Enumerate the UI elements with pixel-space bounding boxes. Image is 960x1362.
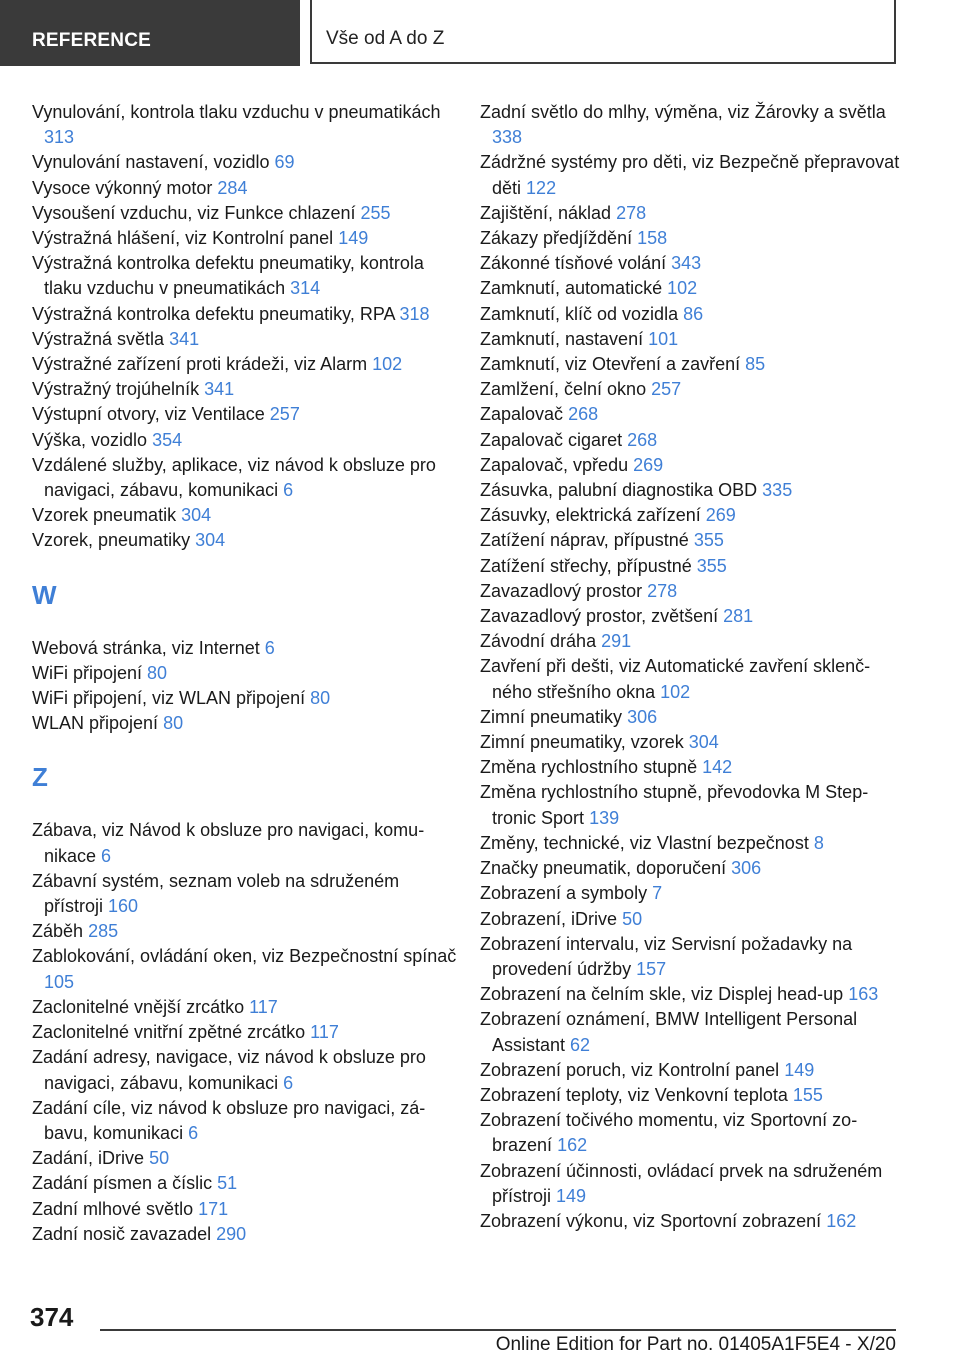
index-entry-text: Změna rychlostního stupně, převodovka M Steptronic Sport	[480, 782, 869, 828]
index-entry-text: Výstražná kontrolka defektu pneumatiky, kontrola tlaku vzduchu v pneumatikách	[32, 253, 424, 299]
footer-divider	[100, 1329, 896, 1331]
page-reference-link[interactable]: 7	[652, 883, 663, 904]
page-reference-link[interactable]: 160	[108, 896, 139, 917]
chapter-box	[310, 0, 896, 64]
page-reference-link[interactable]: 269	[705, 505, 736, 526]
index-entry	[480, 856, 900, 881]
page-reference-link[interactable]: 139	[589, 807, 620, 828]
index-entry-text: Zamknutí, nastavení	[480, 328, 644, 349]
page-reference-link[interactable]: 117	[249, 996, 278, 1017]
page-reference-link[interactable]: 341	[169, 328, 200, 349]
page-reference-link[interactable]: 80	[163, 713, 184, 734]
index-entry-text: Zimní pneumatiky	[480, 706, 623, 727]
page-reference-link[interactable]: 149	[338, 228, 369, 249]
index-entry-text: Zábava, viz Návod k obsluze pro navigaci, komunikace	[32, 820, 425, 866]
index-entry	[32, 869, 460, 919]
index-entry	[480, 453, 900, 478]
index-entry	[32, 176, 460, 201]
index-entry-text: Zapalovač	[480, 404, 564, 425]
section-title: REFERENCE	[32, 30, 151, 51]
index-entry	[32, 995, 460, 1020]
page-reference-link[interactable]: 155	[792, 1084, 823, 1105]
index-entry	[32, 251, 460, 301]
index-entry-text: Změny, technické, viz Vlastní bezpečnost	[480, 832, 809, 853]
index-entry-text: Zobrazení oznámení, BMW Intelligent Personal Assistant	[480, 1009, 858, 1055]
edition-note: Online Edition for Part no. 01405A1F5E4 - X/20	[495, 1334, 896, 1355]
index-entry-text: Zamknutí, automatické	[480, 278, 663, 299]
page-reference-link[interactable]: 284	[217, 177, 248, 198]
index-entry-text: Zadní světlo do mlhy, výměna, viz Žárovky a světla	[480, 102, 886, 122]
index-entry	[480, 251, 900, 276]
index-entry-text: Zamknutí, viz Otevření a zavření	[480, 354, 741, 375]
index-entry-text: Zásuvky, elektrická zařízení	[480, 505, 701, 526]
index-entry	[32, 352, 460, 377]
section-tab	[0, 0, 300, 66]
index-entry-text: Zádržné systémy pro děti, viz Bezpečně přepravovat děti	[480, 152, 900, 198]
index-entry	[480, 554, 900, 579]
index-entry-text: Zavazadlový prostor	[480, 580, 643, 601]
index-entry	[480, 201, 900, 226]
index-entry-text: Zajištění, náklad	[480, 202, 612, 223]
page-reference-link[interactable]: 157	[636, 958, 667, 979]
index-entry	[32, 1222, 460, 1247]
page-reference-link[interactable]: 6	[101, 845, 112, 866]
page-reference-link[interactable]: 268	[627, 429, 658, 450]
page-number: 374	[30, 1302, 74, 1332]
page-reference-link[interactable]: 268	[568, 404, 599, 425]
index-entry-text: Webová stránka, viz Internet	[32, 637, 260, 658]
index-letter-heading: W	[32, 579, 57, 610]
page-reference-link[interactable]: 6	[283, 480, 294, 501]
index-entry-text: Zobrazení točivého momentu, viz Sportovní zobrazení	[480, 1110, 858, 1156]
index-entry	[32, 1146, 460, 1171]
index-entry	[480, 402, 900, 427]
page-reference-link[interactable]: 149	[556, 1185, 587, 1206]
index-entry	[32, 201, 460, 226]
index-entry	[32, 919, 460, 944]
index-entry	[480, 831, 900, 856]
index-entry-text: Výstupní otvory, viz Ventilace	[32, 404, 265, 425]
index-entry-text: Vzorek, pneumatiky	[32, 530, 191, 551]
index-entry-text: Výstražná světla	[32, 328, 165, 349]
index-entry-text: Zadání, iDrive	[32, 1148, 145, 1169]
index-entry-text: Vzorek pneumatik	[32, 505, 177, 526]
index-entry	[480, 276, 900, 301]
index-entry-text: Výstražné zařízení proti krádeži, viz Alarm	[32, 354, 368, 375]
index-column-left	[32, 100, 460, 1247]
page-reference-link[interactable]: 6	[283, 1072, 294, 1093]
index-entry	[32, 503, 460, 528]
page-reference-link[interactable]: 8	[813, 832, 824, 853]
page-reference-link[interactable]: 313	[44, 127, 75, 148]
page-reference-link[interactable]: 269	[633, 454, 664, 475]
index-entry	[32, 686, 460, 711]
index-entry-text: Zadní mlhové světlo	[32, 1198, 194, 1219]
index-entry-text: Zaclonitelné vnitřní zpětné zrcátko	[32, 1022, 306, 1043]
index-entry	[480, 780, 900, 830]
page-reference-link[interactable]: 171	[198, 1198, 229, 1219]
index-entry-text: Vysoušení vzduchu, viz Funkce chlazení	[32, 202, 356, 223]
index-entry	[480, 478, 900, 503]
index-entry-text: Zobrazení, iDrive	[480, 908, 618, 929]
index-entry-text: Zobrazení na čelním skle, viz Displej head-up	[480, 984, 844, 1005]
page-reference-link[interactable]: 343	[671, 253, 702, 274]
index-entry-text: WiFi připojení, viz WLAN připojení	[32, 688, 306, 709]
index-entry-text: Zamknutí, klíč od vozidla	[480, 303, 679, 324]
index-entry-text: Značky pneumatik, doporučení	[480, 858, 727, 879]
index-entry	[480, 1058, 900, 1083]
index-entry-text: Zobrazení teploty, viz Venkovní teplota	[480, 1084, 788, 1105]
index-entry	[32, 661, 460, 686]
index-entry	[32, 453, 460, 503]
index-entry-text: Zimní pneumatiky, vzorek	[480, 732, 684, 753]
page-reference-link[interactable]: 142	[702, 757, 733, 778]
page-reference-link[interactable]: 162	[557, 1135, 588, 1156]
index-entry	[480, 1007, 900, 1057]
index-entry	[32, 377, 460, 402]
index-entry	[480, 932, 900, 982]
index-entry	[480, 428, 900, 453]
index-entry	[480, 982, 900, 1007]
page-reference-link[interactable]: 101	[648, 328, 679, 349]
index-entry-text: Zobrazení intervalu, viz Servisní požadavky na provedení údržby	[480, 933, 853, 979]
index-entry-text: Výstražná kontrolka defektu pneumatiky, RPA	[32, 303, 395, 324]
page-reference-link[interactable]: 285	[88, 921, 119, 942]
index-entry-text: Zákonné tísňové volání	[480, 253, 667, 274]
index-entry-text: WiFi připojení	[32, 662, 143, 683]
page-reference-link[interactable]: 338	[492, 127, 523, 148]
page-reference-link[interactable]: 162	[826, 1210, 857, 1231]
index-entry-text: Vzdálené služby, aplikace, viz návod k obsluze pro navigaci, zábavu, komunikaci	[32, 454, 436, 501]
index-entry	[32, 1045, 460, 1095]
index-entry-text: Výstražný trojúhelník	[32, 379, 200, 400]
page-reference-link[interactable]: 304	[181, 505, 212, 526]
page-reference-link[interactable]: 278	[647, 580, 678, 601]
index-entry-text: Zavření při dešti, viz Automatické zavření sklenčného střešního okna	[480, 656, 871, 702]
page-reference-link[interactable]: 304	[195, 530, 226, 551]
index-entry	[480, 327, 900, 352]
index-entry-text: Vynulování nastavení, vozidlo	[32, 152, 270, 173]
index-entry	[32, 327, 460, 352]
page-reference-link[interactable]: 51	[217, 1173, 238, 1194]
index-entry-text: Zapalovač cigaret	[480, 429, 623, 450]
index-entry-text: Závodní dráha	[480, 631, 597, 652]
index-entry-text: Zaclonitelné vnější zrcátko	[32, 996, 245, 1017]
page-reference-link[interactable]: 335	[762, 480, 793, 501]
page-reference-link[interactable]: 306	[731, 858, 762, 879]
index-entry	[480, 150, 900, 200]
index-entry-text: Zatížení náprav, přípustné	[480, 530, 689, 551]
index-entry-text: Zapalovač, vpředu	[480, 454, 629, 475]
page-reference-link[interactable]: 158	[637, 228, 668, 249]
page-reference-link[interactable]: 314	[290, 278, 321, 299]
index-column-right	[480, 100, 900, 1234]
index-entry	[480, 907, 900, 932]
index-entry	[32, 1020, 460, 1045]
page-reference-link[interactable]: 6	[264, 637, 275, 658]
page-reference-link[interactable]: 86	[683, 303, 704, 324]
index-entry-text: Zadání cíle, viz návod k obsluze pro navigaci, zábavu, komunikaci	[32, 1097, 426, 1143]
index-entry	[32, 226, 460, 251]
index-entry	[32, 302, 460, 327]
index-entry	[480, 1083, 900, 1108]
index-entry	[480, 629, 900, 654]
index-entry	[480, 226, 900, 251]
page-reference-link[interactable]: 355	[693, 530, 724, 551]
index-entry	[480, 503, 900, 528]
page-reference-link[interactable]: 257	[269, 404, 300, 425]
page-reference-link[interactable]: 50	[622, 908, 643, 929]
index-entry	[480, 528, 900, 553]
page-reference-link[interactable]: 105	[44, 971, 75, 992]
page-reference-link[interactable]: 102	[372, 354, 403, 375]
index-entry	[480, 100, 900, 150]
index-entry	[480, 579, 900, 604]
index-entry	[480, 1159, 900, 1209]
index-entry-text: Zadání písmen a číslic	[32, 1173, 213, 1194]
index-entry-text: Zadní nosič zavazadel	[32, 1223, 212, 1244]
index-entry-text: Změna rychlostního stupně	[480, 757, 698, 778]
index-entry	[480, 730, 900, 755]
page-reference-link[interactable]: 6	[188, 1122, 199, 1143]
index-entry	[480, 1209, 900, 1234]
index-entry-text: Zásuvka, palubní diagnostika OBD	[480, 480, 758, 501]
index-entry-text: Zobrazení výkonu, viz Sportovní zobrazení	[480, 1210, 822, 1231]
index-entry	[480, 881, 900, 906]
page-reference-link[interactable]: 257	[651, 379, 682, 400]
index-entry-text: Zavazadlový prostor, zvětšení	[480, 606, 719, 627]
page-reference-link[interactable]: 117	[310, 1022, 339, 1043]
index-entry	[32, 528, 460, 553]
index-entry	[32, 944, 460, 994]
index-entry	[32, 1197, 460, 1222]
page-reference-link[interactable]: 304	[688, 732, 719, 753]
index-entry	[32, 818, 460, 868]
index-entry	[32, 1171, 460, 1196]
page-reference-link[interactable]: 80	[147, 662, 168, 683]
page-reference-link[interactable]: 318	[399, 303, 430, 324]
page-reference-link[interactable]: 80	[310, 688, 331, 709]
index-entry-text: Zamlžení, čelní okno	[480, 379, 647, 400]
page-header	[0, 0, 960, 66]
page-reference-link[interactable]: 355	[696, 555, 727, 576]
index-letter-heading: Z	[32, 762, 48, 793]
page-reference-link[interactable]: 102	[667, 278, 698, 299]
index-entry-text: Zábavní systém, seznam voleb na sdruženém přístroji	[32, 870, 400, 917]
page-reference-link[interactable]: 278	[616, 202, 647, 223]
page-reference-link[interactable]: 62	[570, 1034, 591, 1055]
index-entry	[32, 711, 460, 736]
index-entry-text: Zablokování, ovládání oken, viz Bezpečnostní spínač	[32, 946, 457, 967]
index-entry	[480, 604, 900, 629]
index-entry	[32, 100, 460, 150]
index-entry-text: WLAN připojení	[32, 713, 159, 734]
index-entry	[480, 705, 900, 730]
index-entry	[480, 654, 900, 704]
index-entry-text: Zadání adresy, navigace, viz návod k obsluze pro navigaci, zábavu, komunikaci	[32, 1047, 426, 1093]
chapter-title: Vše od A do Z	[326, 28, 445, 49]
page-reference-link[interactable]: 122	[526, 177, 557, 198]
page-reference-link[interactable]: 341	[204, 379, 235, 400]
page-reference-link[interactable]: 69	[274, 152, 295, 173]
index-entry	[480, 302, 900, 327]
index-entry	[480, 1108, 900, 1158]
index-entry	[32, 1096, 460, 1146]
index-entry-text: Výstražná hlášení, viz Kontrolní panel	[32, 228, 334, 249]
page-reference-link[interactable]: 281	[723, 606, 754, 627]
page-reference-link[interactable]: 306	[627, 706, 658, 727]
index-entry-text: Zatížení střechy, přípustné	[480, 555, 692, 576]
index-entry-text: Výška, vozidlo	[32, 429, 148, 450]
index-entry	[480, 377, 900, 402]
page-reference-link[interactable]: 163	[848, 984, 879, 1005]
index-entry	[480, 352, 900, 377]
index-entry	[32, 402, 460, 427]
index-entry	[32, 428, 460, 453]
page-reference-link[interactable]: 290	[216, 1223, 247, 1244]
page-reference-link[interactable]: 50	[149, 1148, 170, 1169]
index-entry-text: Vynulování, kontrola tlaku vzduchu v pneumatikách	[32, 102, 441, 122]
index-entry-text: Vysoce výkonný motor	[32, 177, 213, 198]
index-entry-text: Zobrazení účinnosti, ovládací prvek na sdruženém přístroji	[480, 1160, 883, 1206]
index-entry-text: Zákazy předjíždění	[480, 228, 633, 249]
index-entry-text: Zobrazení poruch, viz Kontrolní panel	[480, 1059, 780, 1080]
index-entry-text: Zobrazení a symboly	[480, 883, 648, 904]
page-reference-link[interactable]: 149	[784, 1059, 815, 1080]
index-entry-text: Záběh	[32, 921, 84, 942]
index-entry	[32, 150, 460, 175]
page-reference-link[interactable]: 354	[152, 429, 183, 450]
page-reference-link[interactable]: 291	[601, 631, 632, 652]
page-reference-link[interactable]: 255	[360, 202, 391, 223]
index-entry	[480, 755, 900, 780]
page-reference-link[interactable]: 102	[660, 681, 691, 702]
index-entry	[32, 636, 460, 661]
page-reference-link[interactable]: 85	[745, 354, 766, 375]
